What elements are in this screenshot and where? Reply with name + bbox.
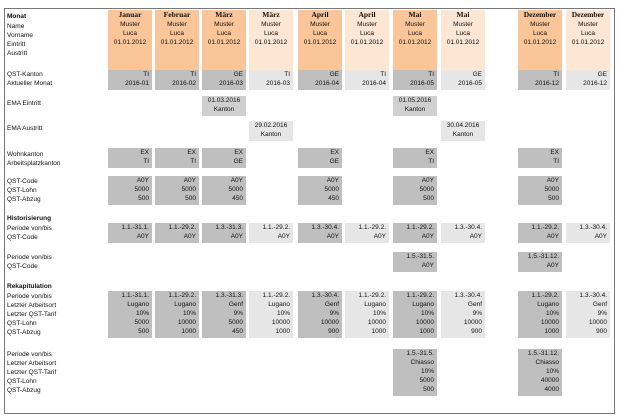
header-name: Muster [167, 21, 187, 28]
cell-text: A0Y [594, 233, 607, 240]
cell-text: 10% [420, 368, 434, 375]
cell-text: 2016-12 [583, 80, 607, 87]
cell-text: 10% [420, 310, 434, 317]
rekap-cell-2 [518, 349, 562, 396]
column-header [202, 10, 246, 70]
label-hist-periode: Periode von/bis [7, 225, 52, 232]
cell-text: 5000 [228, 319, 243, 326]
cell-text: GE [233, 158, 243, 165]
column-header [566, 10, 610, 70]
cell-text: 1.3.-30.4. [454, 224, 482, 231]
cell-text: 30.04.2016 [446, 122, 480, 129]
cell-text: 500 [548, 195, 559, 202]
cell-text: 1.1.-29.2. [531, 224, 559, 231]
hist-cell-2 [393, 252, 437, 272]
column-header [441, 10, 485, 70]
cell-text: A0Y [546, 177, 559, 184]
cell-text: Genf [467, 301, 482, 308]
cell-text: EX [550, 149, 559, 156]
column-header [155, 10, 199, 70]
cell-text: EX [330, 149, 339, 156]
month-label: Februar [163, 10, 191, 19]
cell-text: 500 [423, 195, 434, 202]
cell-text: 1.1.-31.1. [121, 292, 149, 299]
label-rekap-lohn: QST-Lohn [7, 320, 37, 327]
cell-text: TI [380, 71, 386, 78]
cell-text: 1.3.-30.4. [579, 224, 607, 231]
qst-values-cell [108, 176, 152, 205]
cell-text: Chiasso [410, 359, 434, 366]
cell-text: 1.3.-31.3. [215, 224, 243, 231]
rekap-cell [108, 291, 152, 338]
cell-text: 5000 [324, 186, 339, 193]
cell-text: 10000 [588, 319, 607, 326]
month-label: April [311, 10, 329, 19]
month-label: Dezember [523, 10, 557, 19]
hist-cell [566, 223, 610, 243]
label-rekap-periode: Periode von/bis [7, 293, 52, 300]
cell-text: Kanton [452, 131, 474, 138]
header-vorname: Luca [455, 30, 471, 37]
kanton-cell [108, 148, 152, 168]
cell-text: A0Y [373, 233, 386, 240]
cell-text: 10% [135, 310, 149, 317]
cell-text: EX [140, 149, 149, 156]
header-vorname: Luca [407, 30, 423, 37]
month-label: Mai [456, 10, 470, 19]
cell-text: A0Y [546, 262, 559, 269]
cell-text: 10000 [540, 319, 559, 326]
cell-text: Kanton [260, 131, 282, 138]
cell-text: 1.1.-31.1. [121, 224, 149, 231]
rekap-cell [249, 291, 293, 338]
header-eintritt: 01.01.2012 [113, 39, 147, 46]
cell-text: 10000 [320, 319, 339, 326]
cell-text: GE [329, 71, 339, 78]
month-label: März [215, 10, 233, 19]
column-header [345, 10, 389, 70]
cell-text: 1.1.-29.2. [406, 224, 434, 231]
header-name: Muster [530, 21, 550, 28]
cell-text: 1.1.-29.2. [531, 292, 559, 299]
header-vorname: Luca [263, 30, 279, 37]
cell-text: 1.3.-30.4. [311, 292, 339, 299]
cell-text: 4000 [544, 386, 559, 393]
label-aktueller-monat: Aktueller Monat [7, 80, 53, 87]
kanton-cell [202, 148, 246, 168]
header-eintritt: 01.01.2012 [350, 39, 384, 46]
cell-text: 2016-05 [410, 80, 434, 87]
header-eintritt: 01.01.2012 [446, 39, 480, 46]
cell-text: 500 [423, 386, 434, 393]
month-label: März [262, 10, 280, 19]
ema-austritt-cell [249, 121, 293, 141]
hist-cell [249, 223, 293, 243]
cell-text: TI [428, 158, 434, 165]
cell-text: GE [472, 71, 482, 78]
label-historisierung: Historisierung [7, 215, 52, 222]
cell-text: A0Y [183, 233, 196, 240]
label-hist-periode-2: Periode von/bis [7, 254, 52, 261]
label-wohnkanton: Wohnkanton [7, 151, 44, 158]
column-header [518, 10, 562, 70]
cell-text: A0Y [183, 177, 196, 184]
header-vorname: Luca [122, 30, 138, 37]
cell-text: 900 [328, 328, 339, 335]
label-rekap2-arbeitsort: Letzter Arbeitsort [7, 360, 57, 367]
cell-text: Kanton [213, 106, 235, 113]
kanton-cell [155, 148, 199, 168]
label-name: Name [7, 23, 25, 30]
rekap-cell-2 [393, 349, 437, 396]
cell-text: 5000 [544, 186, 559, 193]
cell-text: GE [597, 71, 607, 78]
cell-text: Lugano [127, 301, 149, 308]
cell-text: Genf [324, 301, 339, 308]
cell-text: A0Y [326, 233, 339, 240]
cell-text: A0Y [136, 233, 149, 240]
qst-kanton-cell [108, 70, 152, 90]
cell-text: GE [233, 71, 243, 78]
qst-kanton-cell [249, 70, 293, 90]
header-eintritt: 01.01.2012 [398, 39, 432, 46]
hist-cell [298, 223, 342, 243]
cell-text: 5000 [181, 186, 196, 193]
cell-text: 1.5.-31.5. [406, 253, 434, 260]
qst-kanton-cell [298, 70, 342, 90]
cell-text: 10000 [271, 319, 290, 326]
label-rekap2-lohn: QST-Lohn [7, 378, 37, 385]
header-vorname: Luca [359, 30, 375, 37]
cell-text: 5000 [228, 186, 243, 193]
cell-text: TI [284, 71, 290, 78]
qst-kanton-cell [518, 70, 562, 90]
label-rekap-tarif: Letzter QST-Tarif [7, 311, 57, 318]
cell-text: 10% [545, 310, 559, 317]
cell-text: 5000 [134, 319, 149, 326]
month-label: Dezember [571, 10, 605, 19]
cell-text: 500 [138, 195, 149, 202]
cell-text: 1000 [544, 328, 559, 335]
ema-eintritt-cell [202, 96, 246, 116]
rekap-cell [441, 291, 485, 338]
cell-text: GE [329, 158, 339, 165]
hist-cell [393, 223, 437, 243]
cell-text: A0Y [136, 177, 149, 184]
kanton-cell [298, 148, 342, 168]
cell-text: A0Y [230, 233, 243, 240]
header-vorname: Luca [312, 30, 328, 37]
month-label: April [358, 10, 376, 19]
cell-text: 10% [182, 310, 196, 317]
cell-text: A0Y [469, 233, 482, 240]
cell-text: TI [190, 158, 196, 165]
header-vorname: Luca [580, 30, 596, 37]
cell-text: 10000 [367, 319, 386, 326]
cell-text: 1.1.-29.2. [358, 224, 386, 231]
cell-text: 9% [329, 310, 339, 317]
header-name: Muster [405, 21, 425, 28]
cell-text: 1.1.-29.2. [262, 292, 290, 299]
cell-text: Kanton [404, 106, 426, 113]
qst-values-cell [155, 176, 199, 205]
rekap-cell [345, 291, 389, 338]
cell-text: 900 [471, 328, 482, 335]
qst-values-cell [518, 176, 562, 205]
cell-text: 2016-04 [362, 80, 386, 87]
label-qst-lohn: QST-Lohn [7, 187, 37, 194]
qst-kanton-cell [202, 70, 246, 90]
cell-text: 10000 [177, 319, 196, 326]
qst-kanton-cell [566, 70, 610, 90]
header-name: Muster [453, 21, 473, 28]
cell-text: 450 [232, 195, 243, 202]
cell-text: TI [143, 158, 149, 165]
label-arbeitsplatzkanton: Arbeitsplatzkanton [7, 160, 61, 167]
label-rekapitulation: Rekapitulation [7, 283, 52, 290]
header-name: Muster [310, 21, 330, 28]
header-name: Muster [357, 21, 377, 28]
qst-kanton-cell [345, 70, 389, 90]
cell-text: 1.5.-31.12. [527, 253, 559, 260]
cell-text: 2016-02 [172, 80, 196, 87]
hist-cell [518, 223, 562, 243]
ema-eintritt-cell [393, 96, 437, 116]
rekap-cell [298, 291, 342, 338]
cell-text: 1000 [181, 328, 196, 335]
cell-text: TI [553, 71, 559, 78]
cell-text: 2016-12 [535, 80, 559, 87]
cell-text: 1.1.-29.2. [168, 224, 196, 231]
cell-text: 10000 [463, 319, 482, 326]
qst-values-cell [298, 176, 342, 205]
kanton-cell [518, 148, 562, 168]
header-vorname: Luca [169, 30, 185, 37]
cell-text: 500 [185, 195, 196, 202]
qst-kanton-cell [393, 70, 437, 90]
cell-text: 1000 [371, 328, 386, 335]
rekap-cell [202, 291, 246, 338]
rekap-cell [393, 291, 437, 338]
cell-text: 450 [232, 328, 243, 335]
cell-text: Lugano [412, 301, 434, 308]
label-qst-code: QST-Code [7, 178, 38, 185]
cell-text: 9% [597, 310, 607, 317]
cell-text: Lugano [268, 301, 290, 308]
cell-text: Genf [592, 301, 607, 308]
cell-text: 9% [472, 310, 482, 317]
label-rekap2-abzug: QST-Abzug [7, 387, 41, 394]
cell-text: 1.1.-29.2. [262, 224, 290, 231]
cell-text: 5000 [419, 186, 434, 193]
cell-text: 450 [328, 195, 339, 202]
header-name: Muster [261, 21, 281, 28]
label-ema-austritt: EMA Austritt [7, 125, 43, 132]
header-eintritt: 01.01.2012 [207, 39, 241, 46]
cell-text: 500 [138, 328, 149, 335]
qst-values-cell [202, 176, 246, 205]
cell-text: 1000 [419, 328, 434, 335]
cell-text: 2016-03 [266, 80, 290, 87]
cell-text: Chiasso [535, 359, 559, 366]
hist-cell [441, 223, 485, 243]
header-vorname: Luca [532, 30, 548, 37]
label-austritt: Austritt [7, 50, 28, 57]
cell-text: EX [425, 149, 434, 156]
cell-text: A0Y [546, 233, 559, 240]
cell-text: 1.1.-29.2. [406, 292, 434, 299]
kanton-cell [393, 148, 437, 168]
cell-text: 10% [372, 310, 386, 317]
rekap-cell [518, 291, 562, 338]
cell-text: 2016-03 [219, 80, 243, 87]
column-header [108, 10, 152, 70]
header-vorname: Luca [216, 30, 232, 37]
cell-text: 1000 [275, 328, 290, 335]
cell-text: Lugano [537, 301, 559, 308]
rekap-cell [155, 291, 199, 338]
cell-text: TI [143, 71, 149, 78]
cell-text: A0Y [230, 177, 243, 184]
cell-text: Lugano [364, 301, 386, 308]
cell-text: 01.05.2016 [398, 97, 432, 104]
qst-kanton-cell [441, 70, 485, 90]
rekap-cell [566, 291, 610, 338]
header-eintritt: 01.01.2012 [160, 39, 194, 46]
header-eintritt: 01.01.2012 [571, 39, 605, 46]
cell-text: A0Y [277, 233, 290, 240]
hist-cell [345, 223, 389, 243]
cell-text: Genf [228, 301, 243, 308]
cell-text: 2016-01 [125, 80, 149, 87]
cell-text: A0Y [421, 177, 434, 184]
label-monat: Monat [7, 13, 27, 20]
qst-kanton-cell [155, 70, 199, 90]
cell-text: 9% [233, 310, 243, 317]
column-header [298, 10, 342, 70]
cell-text: 5000 [419, 377, 434, 384]
header-eintritt: 01.01.2012 [303, 39, 337, 46]
hist-cell-2 [518, 252, 562, 272]
label-hist-qst-code: QST-Code [7, 234, 38, 241]
month-label: Mai [408, 10, 422, 19]
ema-austritt-cell [441, 121, 485, 141]
cell-text: 40000 [540, 377, 559, 384]
cell-text: 1.3.-30.4. [579, 292, 607, 299]
qst-values-cell [393, 176, 437, 205]
cell-text: 2016-05 [458, 80, 482, 87]
label-rekap-abzug: QST-Abzug [7, 329, 41, 336]
cell-text: 5000 [134, 186, 149, 193]
label-rekap-arbeitsort: Letzter Arbeitsort [7, 302, 57, 309]
month-label: Januar [118, 10, 142, 19]
label-eintritt: Eintritt [7, 41, 26, 48]
header-eintritt: 01.01.2012 [254, 39, 288, 46]
cell-text: 900 [596, 328, 607, 335]
label-ema-eintritt: EMA Eintritt [7, 100, 41, 107]
cell-text: 1.3.-30.4. [454, 292, 482, 299]
header-name: Muster [120, 21, 140, 28]
label-vorname: Vorname [7, 32, 34, 39]
label-qst-abzug: QST-Abzug [7, 196, 41, 203]
column-header [249, 10, 293, 70]
cell-text: TI [190, 71, 196, 78]
cell-text: TI [428, 71, 434, 78]
hist-cell [202, 223, 246, 243]
cell-text: 1.1.-29.2. [168, 292, 196, 299]
cell-text: Lugano [174, 301, 196, 308]
header-name: Muster [578, 21, 598, 28]
column-header [393, 10, 437, 70]
cell-text: 1.5.-31.12. [527, 350, 559, 357]
cell-text: A0Y [421, 262, 434, 269]
cell-text: 1.5.-31.5. [406, 350, 434, 357]
hist-cell [155, 223, 199, 243]
cell-text: 10% [276, 310, 290, 317]
cell-text: EX [234, 149, 243, 156]
cell-text: 1.3.-31.3. [215, 292, 243, 299]
cell-text: 01.03.2016 [207, 97, 241, 104]
header-name: Muster [214, 21, 234, 28]
label-hist-qst-code-2: QST-Code [7, 263, 38, 270]
cell-text: 2016-04 [315, 80, 339, 87]
cell-text: 1.3.-30.4. [311, 224, 339, 231]
cell-text: 10% [545, 368, 559, 375]
label-rekap2-tarif: Letzter QST-Tarif [7, 369, 57, 376]
cell-text: A0Y [421, 233, 434, 240]
cell-text: A0Y [326, 177, 339, 184]
cell-text: 29.02.2016 [254, 122, 288, 129]
cell-text: TI [553, 158, 559, 165]
header-eintritt: 01.01.2012 [523, 39, 557, 46]
hist-cell [108, 223, 152, 243]
cell-text: EX [187, 149, 196, 156]
label-qst-kanton: QST-Kanton [7, 71, 43, 78]
cell-text: 1.1.-29.2. [358, 292, 386, 299]
cell-text: 10000 [415, 319, 434, 326]
label-rekap2-periode: Periode von/bis [7, 351, 52, 358]
